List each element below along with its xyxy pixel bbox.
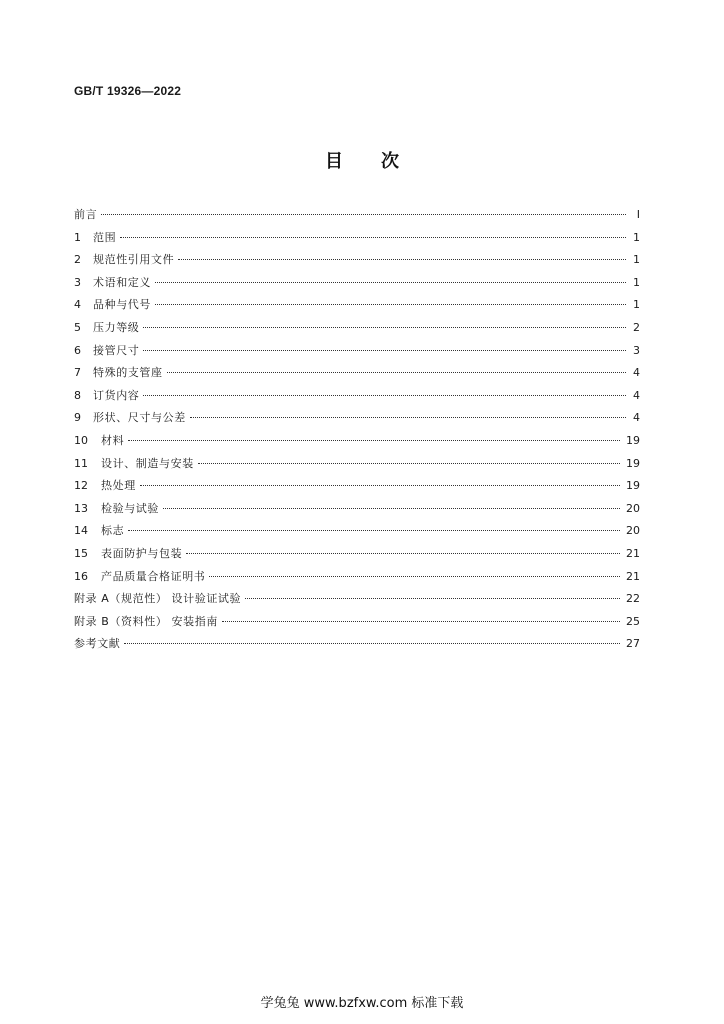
toc-dot-leader — [186, 553, 620, 554]
toc-entry-page: 1 — [633, 230, 640, 244]
toc-entry-page: 19 — [626, 433, 640, 447]
toc-entry-number: 11 — [74, 456, 88, 470]
toc-entry-title: 检验与试验 — [101, 501, 159, 515]
toc-entry-title: 规范性引用文件 — [93, 253, 175, 267]
toc-entry-number: 16 — [74, 569, 88, 583]
toc-dot-leader — [128, 440, 620, 441]
toc-entry-number: 10 — [74, 433, 88, 447]
toc-entry-title: 范围 — [93, 230, 117, 244]
page-title: 目次 — [325, 151, 437, 172]
toc-entry[interactable] — [74, 475, 640, 498]
toc-entry-title: 表面防护与包装 — [101, 546, 183, 560]
toc-entry-number: 1 — [74, 230, 81, 244]
toc-dot-leader — [101, 214, 626, 215]
standard-code: GB/T 19326—2022 — [74, 84, 182, 98]
toc-entry-page: 4 — [633, 366, 640, 380]
toc-entry-title: 材料 — [101, 433, 125, 447]
toc-entry[interactable] — [74, 453, 640, 476]
toc-entry-page: 1 — [633, 298, 640, 312]
toc-entry[interactable] — [74, 407, 640, 430]
toc-entry-number: 12 — [74, 479, 88, 493]
toc-entry[interactable] — [74, 543, 640, 566]
toc-entry-page: 22 — [626, 592, 640, 606]
toc-dot-leader — [140, 485, 620, 486]
toc-entry[interactable] — [74, 430, 640, 453]
toc-entry-title: 术语和定义 — [93, 275, 151, 289]
toc-entry[interactable] — [74, 249, 640, 272]
toc-entry-title: 附录 B（资料性） 安装指南 — [74, 614, 218, 628]
toc-entry-title: 压力等级 — [93, 320, 140, 334]
toc-entry-page: 1 — [633, 275, 640, 289]
toc-entry-number: 15 — [74, 546, 88, 560]
toc-entry-number: 3 — [74, 275, 81, 289]
toc-dot-leader — [245, 598, 620, 599]
toc-entry-title: 标志 — [101, 524, 125, 538]
toc-entry[interactable] — [74, 317, 640, 340]
toc-dot-leader — [167, 372, 626, 373]
toc-entry-number: 13 — [74, 501, 88, 515]
toc-entry[interactable] — [74, 362, 640, 385]
toc-entry[interactable] — [74, 385, 640, 408]
toc-entry-page: 3 — [633, 343, 640, 357]
toc-entry-title: 热处理 — [101, 479, 136, 493]
toc-entry-title: 特殊的支管座 — [93, 366, 163, 380]
toc-dot-leader — [155, 282, 626, 283]
toc-entry-page: 19 — [626, 456, 640, 470]
toc-entry[interactable] — [74, 588, 640, 611]
toc-entry[interactable] — [74, 204, 640, 227]
toc-entry-page: 2 — [633, 320, 640, 334]
toc-entry-title: 接管尺寸 — [93, 343, 140, 357]
toc-entry[interactable] — [74, 294, 640, 317]
toc-entry-title: 订货内容 — [93, 388, 140, 402]
toc-dot-leader — [222, 621, 620, 622]
toc-entry-title: 设计、制造与安装 — [101, 456, 194, 470]
table-of-contents — [74, 204, 640, 656]
toc-entry-title: 参考文献 — [74, 637, 121, 651]
toc-entry-number: 9 — [74, 411, 81, 425]
toc-dot-leader — [143, 327, 626, 328]
toc-dot-leader — [143, 350, 626, 351]
footer-watermark: 学兔兔 www.bzfxw.com 标准下载 — [260, 996, 464, 1011]
toc-entry-number: 5 — [74, 320, 81, 334]
toc-entry-title: 前言 — [74, 208, 98, 221]
toc-dot-leader — [198, 463, 620, 464]
toc-entry[interactable] — [74, 520, 640, 543]
toc-entry-number: 6 — [74, 343, 81, 357]
toc-entry-page: 20 — [626, 501, 640, 515]
toc-entry-page: 4 — [633, 411, 640, 425]
toc-entry[interactable] — [74, 498, 640, 521]
toc-entry-number: 4 — [74, 298, 81, 312]
toc-dot-leader — [124, 643, 620, 644]
toc-entry-title: 品种与代号 — [93, 298, 151, 312]
toc-entry-number: 14 — [74, 524, 88, 538]
toc-entry[interactable] — [74, 611, 640, 634]
toc-entry[interactable] — [74, 340, 640, 363]
toc-dot-leader — [143, 395, 626, 396]
toc-dot-leader — [190, 417, 626, 418]
toc-entry-title: 附录 A（规范性） 设计验证试验 — [74, 592, 242, 606]
toc-entry-page: 25 — [626, 614, 640, 628]
toc-entry-page: 20 — [626, 524, 640, 538]
toc-entry-page: Ⅰ — [636, 208, 640, 221]
toc-entry-page: 4 — [633, 388, 640, 402]
toc-entry-page: 27 — [626, 637, 640, 651]
toc-entry-number: 7 — [74, 366, 81, 380]
toc-entry-page: 1 — [633, 253, 640, 267]
toc-entry-number: 2 — [74, 253, 81, 267]
toc-entry[interactable] — [74, 227, 640, 250]
toc-entry-title: 产品质量合格证明书 — [101, 569, 206, 583]
toc-entry[interactable] — [74, 633, 640, 656]
toc-entry-page: 19 — [626, 479, 640, 493]
toc-dot-leader — [209, 576, 620, 577]
toc-entry-number: 8 — [74, 388, 81, 402]
toc-dot-leader — [120, 237, 626, 238]
toc-entry-page: 21 — [626, 546, 640, 560]
toc-entry[interactable] — [74, 272, 640, 295]
toc-entry-title: 形状、尺寸与公差 — [93, 411, 186, 425]
toc-entry[interactable] — [74, 566, 640, 589]
toc-dot-leader — [128, 530, 620, 531]
toc-dot-leader — [155, 304, 626, 305]
toc-dot-leader — [163, 508, 620, 509]
toc-dot-leader — [178, 259, 626, 260]
toc-entry-page: 21 — [626, 569, 640, 583]
